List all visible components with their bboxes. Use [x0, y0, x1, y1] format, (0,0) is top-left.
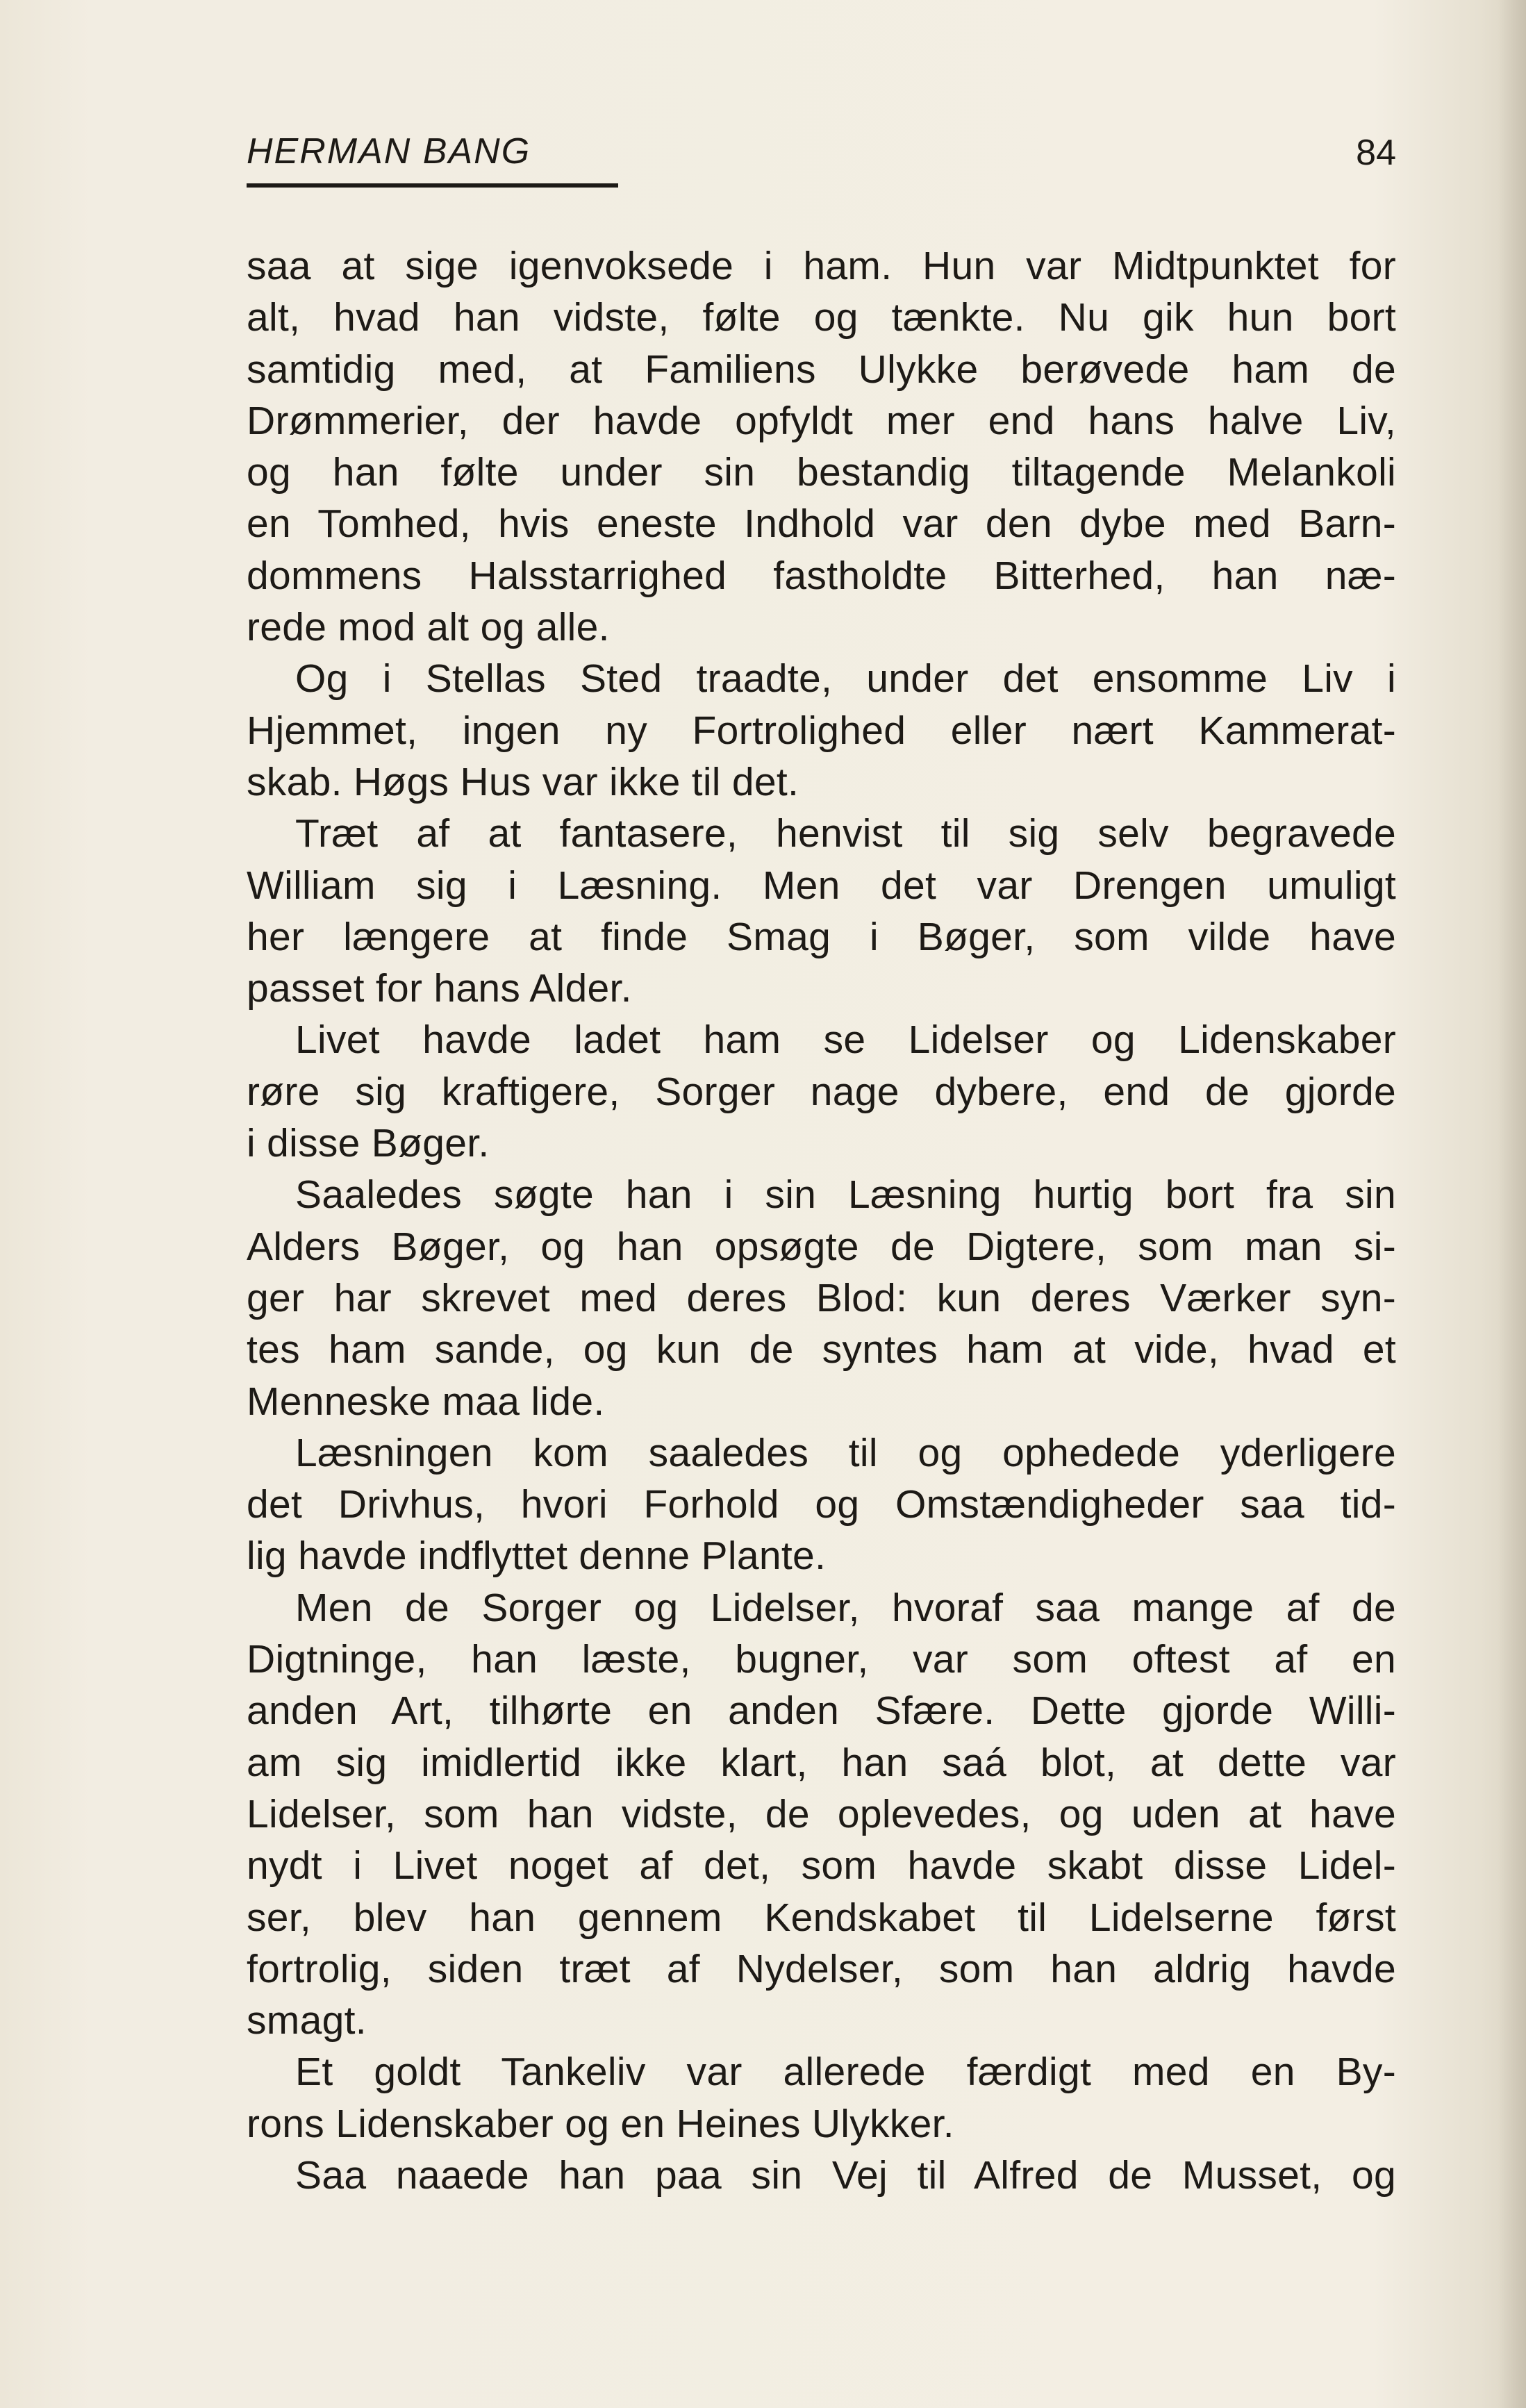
text-line: dommens Halsstarrighed fastholdte Bitterhed, han næ- [247, 553, 1396, 598]
text-line: Og i Stellas Sted traadte, under det ensomme Liv i [295, 656, 1396, 701]
text-line: ger har skrevet med deres Blod: kun deres Værker syn- [247, 1275, 1396, 1320]
page-number: 84 [1356, 133, 1396, 173]
text-line: Et goldt Tankeliv var allerede færdigt med en By- [295, 2050, 1396, 2095]
text-line: Menneske maa lide. [247, 1379, 605, 1424]
text-line: Digtninge, han læste, bugner, var som oftest af en [247, 1637, 1396, 1682]
text-line: nydt i Livet noget af det, som havde skabt disse Lidel- [247, 1843, 1396, 1888]
text-line: fortrolig, siden træt af Nydelser, som han aldrig havde [247, 1946, 1396, 1991]
running-title: HERMAN BANG [247, 131, 531, 172]
text-line: samtidig med, at Familiens Ulykke berøvede ham de [247, 347, 1396, 392]
header-rule [247, 183, 618, 188]
body-text [247, 240, 1396, 2201]
text-line: Saaledes søgte han i sin Læsning hurtig bort fra sin [295, 1172, 1396, 1218]
text-line: og han følte under sin bestandig tiltagende Melankoli [247, 450, 1396, 495]
text-line: Drømmerier, der havde opfyldt mer end hans halve Liv, [247, 398, 1396, 443]
text-line: skab. Høgs Hus var ikke til det. [247, 759, 799, 804]
running-head [247, 131, 1396, 186]
text-line: anden Art, tilhørte en anden Sfære. Dette gjorde Willi- [247, 1688, 1396, 1734]
text-line: smagt. [247, 1998, 367, 2043]
text-line: rons Lidenskaber og en Heines Ulykker. [247, 2101, 954, 2146]
text-line: passet for hans Alder. [247, 966, 632, 1011]
text-line: lig havde indflyttet denne Plante. [247, 1534, 827, 1579]
text-line: en Tomhed, hvis eneste Indhold var den dybe med Barn- [247, 501, 1396, 547]
text-line: røre sig kraftigere, Sorger nage dybere, end de gjorde [247, 1069, 1396, 1114]
text-line: det Drivhus, hvori Forhold og Omstændigheder saa tid- [247, 1482, 1396, 1527]
text-line: her længere at finde Smag i Bøger, som vilde have [247, 914, 1396, 959]
text-line: Saa naaede han paa sin Vej til Alfred de Musset, og [295, 2152, 1396, 2198]
text-line: alt, hvad han vidste, følte og tænkte. Nu gik hun bort [247, 295, 1396, 340]
text-line: Træt af at fantasere, henvist til sig selv begravede [295, 811, 1396, 856]
text-line: am sig imidlertid ikke klart, han saá blot, at dette var [247, 1740, 1396, 1785]
text-line: i disse Bøger. [247, 1121, 490, 1166]
text-line: saa at sige igenvoksede i ham. Hun var Midtpunktet for [247, 244, 1396, 288]
text-line: Men de Sorger og Lidelser, hvoraf saa mange af de [295, 1585, 1396, 1630]
text-line: tes ham sande, og kun de syntes ham at vide, hvad et [247, 1327, 1396, 1372]
text-line: ser, blev han gennem Kendskabet til Lidelserne først [247, 1895, 1396, 1940]
text-line: Livet havde ladet ham se Lidelser og Lidenskaber [295, 1018, 1396, 1063]
text-line: Hjemmet, ingen ny Fortrolighed eller nært Kammerat- [247, 708, 1396, 753]
text-line: Alders Bøger, og han opsøgte de Digtere, som man si- [247, 1224, 1396, 1269]
page-edge-shadow [1498, 0, 1526, 2408]
text-line: Læsningen kom saaledes til og ophedede yderligere [295, 1430, 1396, 1475]
text-line: Lidelser, som han vidste, de oplevedes, og uden at have [247, 1791, 1396, 1836]
text-line: rede mod alt og alle. [247, 605, 610, 650]
text-line: William sig i Læsning. Men det var Drengen umuligt [247, 863, 1396, 908]
